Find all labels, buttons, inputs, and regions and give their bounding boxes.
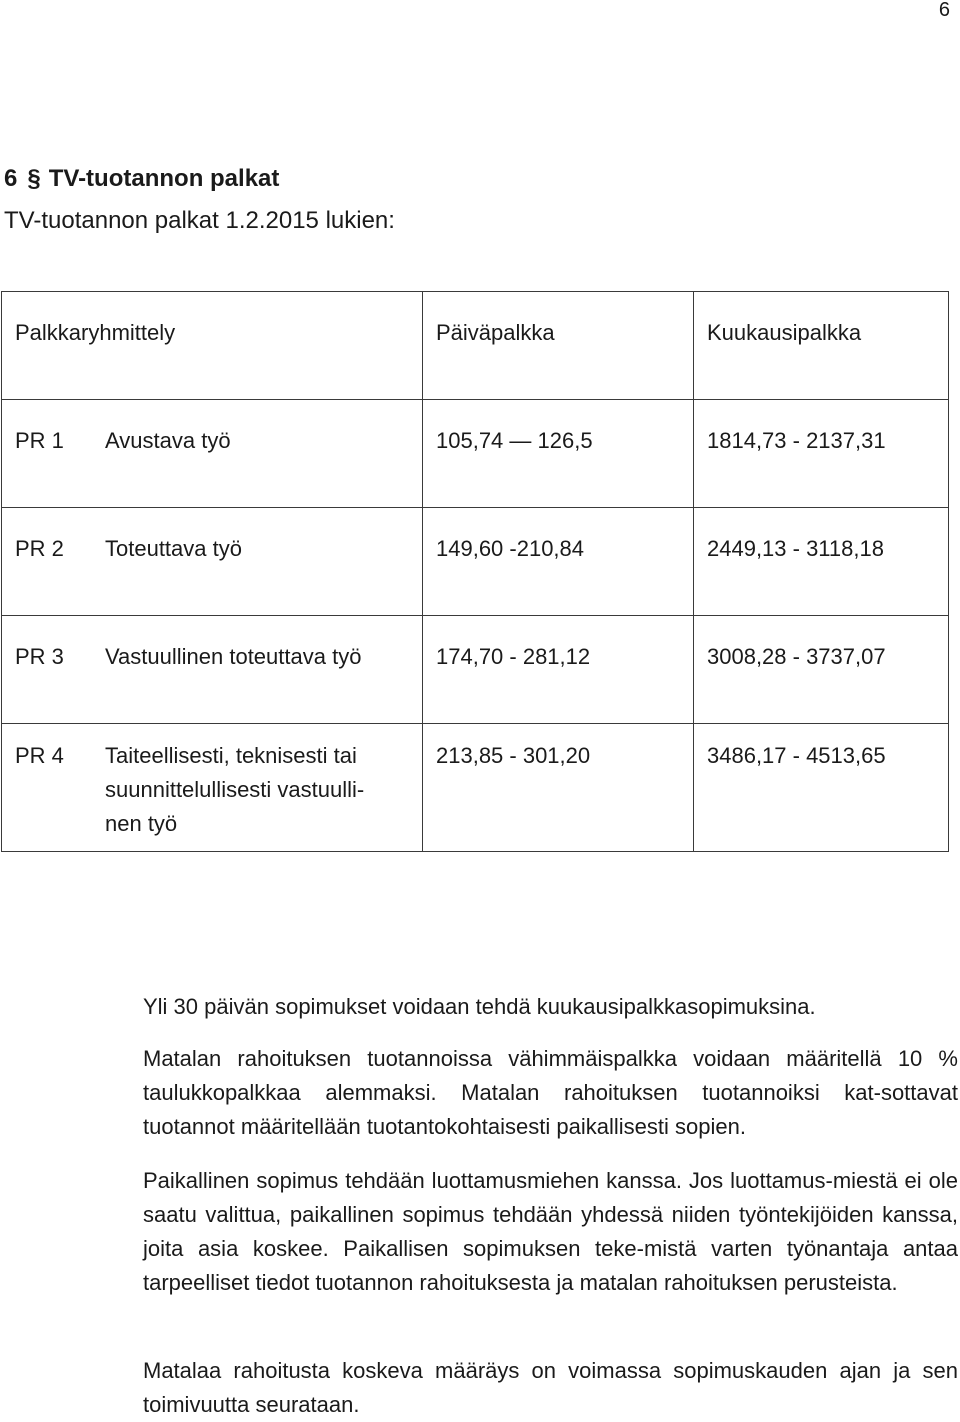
daily-pay: 213,85 - 301,20 [436,743,591,768]
group-name: Toteuttava työ [105,536,242,561]
header-kuukausipalkka: Kuukausipalkka [707,320,862,345]
section-heading [4,163,279,195]
salary-table [1,291,949,852]
section-subtitle: TV-tuotannon palkat 1.2.2015 lukien: [4,207,395,234]
monthly-pay: 2449,13 - 3118,18 [707,536,884,561]
page-number: 6 [938,0,950,21]
daily-pay: 174,70 - 281,12 [436,644,591,669]
monthly-pay: 3486,17 - 4513,65 [707,743,886,768]
group-name: Vastuullinen toteuttava työ [105,644,362,669]
monthly-pay: 3008,28 - 3737,07 [707,644,886,669]
section-number: 6 [4,165,18,192]
table-row [2,508,949,616]
header-cell [2,292,423,400]
group-name: Taiteellisesti, teknisesti tai suunnittelullisesti vastuulli- nen työ [105,743,365,836]
group-code: PR 2 [15,536,64,561]
paragraph: Paikallinen sopimus tehdään luottamusmiehen kanssa. Jos luottamus-miestä ei ole saatu valittua, paikallinen sopimus tehdään yhdessä niiden työntekijöiden kanssa, joita asia koskee. Paikallisen sopimuksen teke-mistä varten työnantaja antaa tarpeelliset tiedot tuotannon rahoituksesta ja matalan rahoituksen perusteista. [143,1168,958,1295]
group-code: PR 4 [15,743,64,768]
table-row [2,400,949,508]
header-cell [694,292,949,400]
header-cell [423,292,694,400]
table-row [2,616,949,724]
table-header-row [2,292,949,400]
paragraph: Matalan rahoituksen tuotannoissa vähimmäispalkka voidaan määritellä 10 % taulukkopalkkaa alemmaksi. Matalan rahoituksen tuotannoiksi kat-sottavat tuotannot määritellään tuotantokohtaisesti paikallisesti sopien. [143,1046,958,1139]
paragraph: Yli 30 päivän sopimukset voidaan tehdä kuukausipalkkasopimuksina. [143,994,816,1019]
monthly-pay: 1814,73 - 2137,31 [707,428,886,453]
header-palkkaryhmittely: Palkkaryhmittely [15,320,176,345]
daily-pay: 105,74 — 126,5 [436,428,593,453]
group-name: Avustava työ [105,428,231,453]
group-code: PR 3 [15,644,64,669]
table-row [2,724,949,852]
daily-pay: 149,60 -210,84 [436,536,585,561]
paragraph: Matalaa rahoitusta koskeva määräys on voimassa sopimuskauden ajan ja sen toimivuutta seurataan. [143,1358,958,1417]
section-symbol: § [27,165,41,192]
group-code: PR 1 [15,428,64,453]
header-paivapalkka: Päiväpalkka [436,320,555,345]
section-title: TV-tuotannon palkat [48,165,280,192]
